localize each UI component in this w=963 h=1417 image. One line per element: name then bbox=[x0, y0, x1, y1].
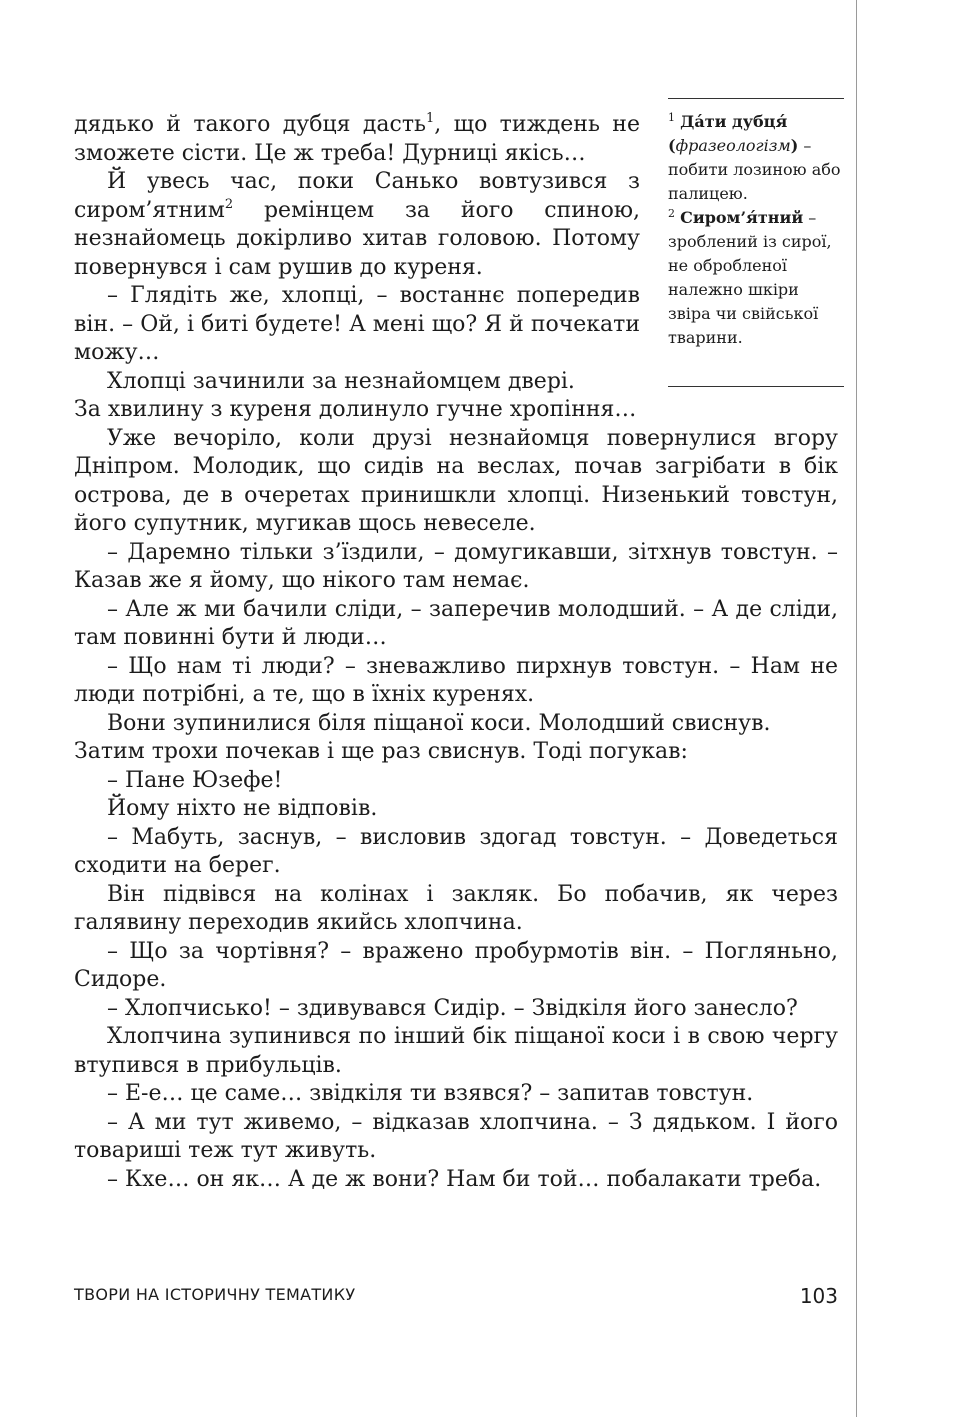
paragraph: Уже вечоріло, коли друзі незнайомця повернулися вгору Дніпром. Молодик, що сидів на веслах, почав загрібати в бік острова, де в очеретах принишкли хлопці. Низенький товстун, його супутник, мугикав щось невеселе. bbox=[74, 425, 838, 536]
footnote-2-term: Сиром’я́тний bbox=[680, 208, 804, 227]
text-run: Вони зупинилися біля піщаної коси. Молодший свиснув. bbox=[107, 710, 771, 736]
paragraph: – Але ж ми бачили сліди, – заперечив молодший. – А де сліди, там повинні бути й люди… bbox=[74, 596, 838, 650]
footnote-1-remark: фразеологізм bbox=[675, 136, 791, 155]
paragraph: – Що за чортівня? – вражено пробурмотів він. – Погляньно, Сидоре. bbox=[74, 938, 838, 992]
paragraph: – Кхе… он як… А де ж вони? Нам би той… побалакати треба. bbox=[107, 1166, 822, 1192]
paragraph bbox=[74, 710, 838, 767]
paragraph: – Е-е… це саме… звідкіля ти взявся? – запитав товстун. bbox=[107, 1081, 754, 1106]
footnote-2-definition: – зроблений із сирої, не обробленої належно шкіри звіра чи свійської тварини. bbox=[668, 208, 832, 347]
footnote-ref-1: 1 bbox=[425, 111, 435, 126]
page-edge-rule bbox=[856, 0, 857, 1417]
page-number: 103 bbox=[799, 1284, 838, 1308]
paragraph: Хлопчина зупинився по інший бік піщаної коси і в свою чергу втупився в прибульців. bbox=[74, 1024, 838, 1078]
paragraph bbox=[74, 111, 640, 168]
footnote-1-paren-close: ) bbox=[790, 136, 799, 155]
footnote-1-term: Да́ти дубця́ bbox=[680, 112, 788, 131]
paragraph: – Мабуть, заснув, – висловив здогад товстун. – Доведеться сходити на берег. bbox=[74, 824, 838, 878]
running-footer-title: ТВОРИ НА ІСТОРИЧНУ ТЕМАТИКУ bbox=[74, 1285, 356, 1304]
paragraph: – Що нам ті люди? – зневажливо пирхнув товстун. – Нам не люди потрібні, а те, що в їхніх куренях. bbox=[74, 653, 838, 707]
text-run: Затим трохи почекав і ще раз свиснув. Тоді погукав: bbox=[74, 739, 688, 764]
paragraph: – Даремно тільки з’їздили, – домугикавши, зітхнув товстун. – Казав же я йому, що нікого там немає. bbox=[74, 539, 838, 593]
text-run: дядько й такого дубця дасть bbox=[74, 112, 426, 137]
text-run: , що тиждень не зможете сісти. Це ж треба! Дурниці якісь… bbox=[74, 112, 640, 166]
paragraph: Він підвівся на колінах і закляк. Бо побачив, як через галявину переходив якийсь хлопчина. bbox=[74, 881, 838, 935]
story-text bbox=[74, 111, 838, 1194]
paragraph: Йому ніхто не відповів. bbox=[107, 796, 378, 821]
footnote-1-number: 1 bbox=[668, 111, 675, 124]
footnote-1-paren-open: ( bbox=[668, 136, 676, 155]
paragraph: – А ми тут живемо, – відказав хлопчина. – З дядьком. І його товариші теж тут живуть. bbox=[74, 1109, 838, 1163]
paragraph: Хлопці зачинили за незнайомцем двері. bbox=[107, 368, 575, 394]
footnote-2-number: 2 bbox=[668, 207, 675, 220]
paragraph: – Глядіть же, хлопці, – востаннє попередив він. – Ой, і биті будете! А мені що? Я й почекати можу… bbox=[74, 283, 640, 365]
paragraph: – Пане Юзефе! bbox=[107, 767, 283, 793]
paragraph bbox=[74, 168, 640, 282]
text-run: Й увесь час, поки Санько вовтузився з сиром’ятним bbox=[74, 169, 640, 223]
paragraph: – Хлопчисько! – здивувався Сидір. – Звідкіля його занесло? bbox=[107, 995, 798, 1021]
footnote-1-definition: – побити лозиною або палицею. bbox=[668, 136, 841, 203]
footnote-ref-2: 2 bbox=[224, 196, 234, 212]
text-run: ремінцем за його спиною, незнайомець докірливо хитав головою. Потому повернувся і сам рушив до куреня. bbox=[74, 197, 640, 280]
paragraph: За хвилину з куреня долинуло гучне хропіння… bbox=[74, 397, 637, 422]
